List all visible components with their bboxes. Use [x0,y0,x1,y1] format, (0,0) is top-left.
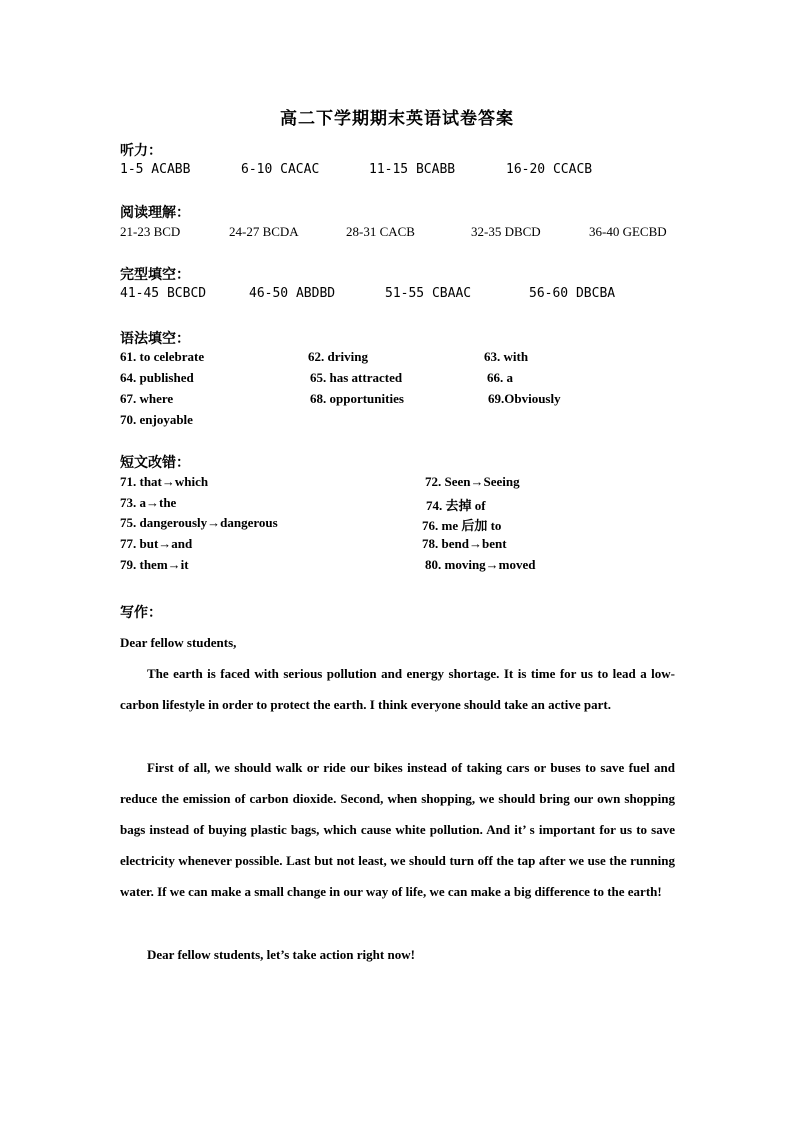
correction-answer: 76. me 后加 to [422,518,502,533]
answer-group: 46-50 ABDBD [249,286,336,301]
correction-answer: 80. moving→moved [425,557,536,572]
answer-group: 32-35 DBCD [471,224,541,239]
grammar-answer: 66. a [487,370,513,385]
answer-group: 11-15 BCABB [369,162,456,177]
answer-group: 1-5 ACABB [120,162,191,177]
answer-group: 16-20 CCACB [506,162,593,177]
answer-group: 6-10 CACAC [241,162,320,177]
correction-answer: 78. bend→bent [422,536,507,551]
page-title: 高二下学期期末英语试卷答案 [280,109,514,129]
letter-closing: Dear fellow students, let’s take action right now! [147,947,415,962]
grammar-answer: 68. opportunities [310,391,404,406]
answer-group: 51-55 CBAAC [385,286,472,301]
answer-group: 36-40 GECBD [589,224,667,239]
correction-answer: 74. 去掉 of [426,498,486,513]
correction-answer: 72. Seen→Seeing [425,474,520,489]
grammar-heading: 语法填空： [120,331,190,347]
cloze-heading: 完型填空： [120,267,190,283]
answer-group: 24-27 BCDA [229,224,299,239]
correction-answer: 77. but→and [120,536,193,551]
correction-answer: 75. dangerously→dangerous [120,515,278,530]
answer-group: 41-45 BCBCD [120,286,207,301]
correction-answer: 79. them→it [120,557,189,572]
correction-heading: 短文改错： [120,455,190,471]
writing-heading: 写作： [120,605,162,621]
reading-heading: 阅读理解： [120,205,190,221]
correction-answer: 71. that→which [120,474,209,489]
grammar-answer: 61. to celebrate [120,349,205,364]
answer-group: 21-23 BCD [120,224,181,239]
letter-paragraph: The earth is faced with serious pollution and energy shortage. It is time for us to lead a low-carbon lifestyle in order to protect the earth. I think everyone should take an active part. [120,666,675,712]
letter-paragraph: First of all, we should walk or ride our bikes instead of taking cars or buses to save fuel and reduce the emission of carbon dioxide. Second, when shopping, we should bring our own shopping bags instead of buying plastic bags, which cause white pollution. And it’ s important for us to save electricity whenever possible. Last but not least, we should turn off the tap after we use the running water. If we can make a small change in our way of life, we can make a big difference to the earth! [120,760,675,899]
grammar-answer: 67. where [120,391,174,406]
grammar-answer: 62. driving [308,349,368,364]
grammar-answer: 64. published [120,370,194,385]
grammar-answer: 65. has attracted [310,370,403,385]
answer-group: 56-60 DBCBA [529,286,616,301]
grammar-answer: 63. with [484,349,529,364]
correction-answer: 73. a→the [120,495,177,510]
listening-heading: 听力： [120,143,162,159]
letter-salutation: Dear fellow students, [120,635,237,650]
answer-group: 28-31 CACB [346,224,415,239]
grammar-answer: 69.Obviously [488,391,561,406]
grammar-answer: 70. enjoyable [120,412,193,427]
